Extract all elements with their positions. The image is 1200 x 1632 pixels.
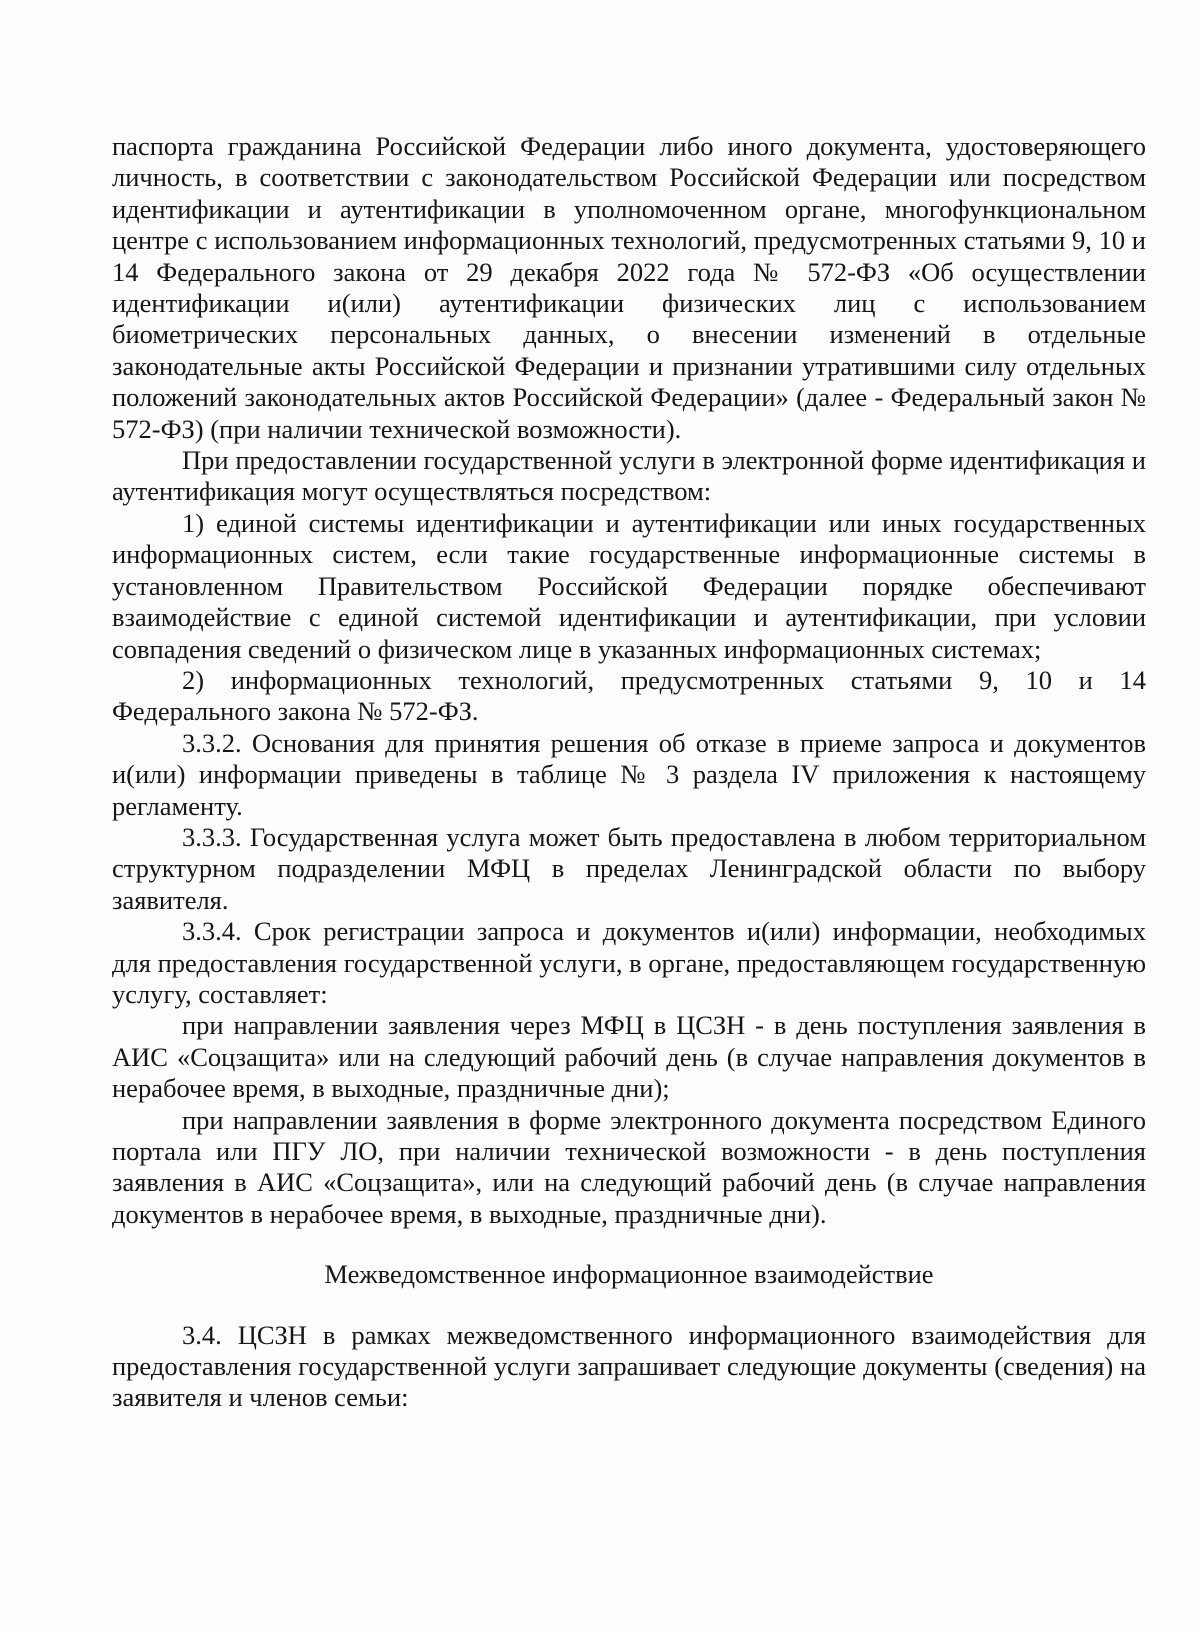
paragraph: паспорта гражданина Российской Федерации либо иного документа, удостоверяющего личность, в соответствии с законодательством Российской Федерации или посредством идентификации и аутентификации в уполномоченном органе, многофункциональном центре с использованием информационных технологий, предусмотренных статьями 9, 10 и 14 Федерального закона от 29 декабря 2022 года № 572-ФЗ «Об осуществлении идентификации и(или) аутентификации физических лиц с использованием биометрических персональных данных, о внесении изменений в отдельные законодательные акты Российской Федерации и признании утратившими силу отдельных положений законодательных актов Российской Федерации» (далее - Федеральный закон № 572-ФЗ) (при наличии технической возможности).	[112, 131, 1146, 444]
paragraph: при направлении заявления через МФЦ в ЦСЗН - в день поступления заявления в АИС «Соцзащита» или на следующий рабочий день (в случае направления документов в нерабочее время, в выходные, праздничные дни);	[112, 1010, 1146, 1104]
paragraph: 3.3.4. Срок регистрации запроса и документов и(или) информации, необходимых для предоставления государственной услуги, в органе, предоставляющем государственную услугу, составляет:	[112, 916, 1146, 1009]
paragraph: 3.4. ЦСЗН в рамках межведомственного информационного взаимодействия для предоставления государственной услуги запрашивает следующие документы (сведения) на заявителя и членов семьи:	[112, 1319, 1146, 1413]
section-heading: Межведомственное информационное взаимодействие	[324, 1259, 934, 1290]
paragraph: При предоставлении государственной услуги в электронной форме идентификация и аутентификация могут осуществляться посредством:	[112, 445, 1146, 507]
list-item: 1) единой системы идентификации и аутентификации или иных государственных информационных систем, если такие государственные информационные системы в установленном Правительством Российской Федерации порядке обеспечивают взаимодействие с единой системой идентификации и аутентификации, при условии совпадения сведений о физическом лице в указанных информационных системах;	[112, 507, 1146, 664]
paragraph: 3.3.2. Основания для принятия решения об отказе в приеме запроса и документов и(или) информации приведены в таблице № 3 раздела IV приложения к настоящему регламенту.	[112, 727, 1146, 821]
document-body	[112, 131, 1146, 1414]
paragraph: 3.3.3. Государственная услуга может быть предоставлена в любом территориальном структурном подразделении МФЦ в пределах Ленинградской области по выбору заявителя.	[112, 821, 1146, 915]
paragraph: при направлении заявления в форме электронного документа посредством Единого портала или ПГУ ЛО, при наличии технической возможности - в день поступления заявления в АИС «Соцзащита», или на следующий рабочий день (в случае направления документов в нерабочее время, в выходные, праздничные дни).	[112, 1104, 1146, 1229]
list-item: 2) информационных технологий, предусмотренных статьями 9, 10 и 14 Федерального закона № 572-ФЗ.	[112, 664, 1146, 727]
